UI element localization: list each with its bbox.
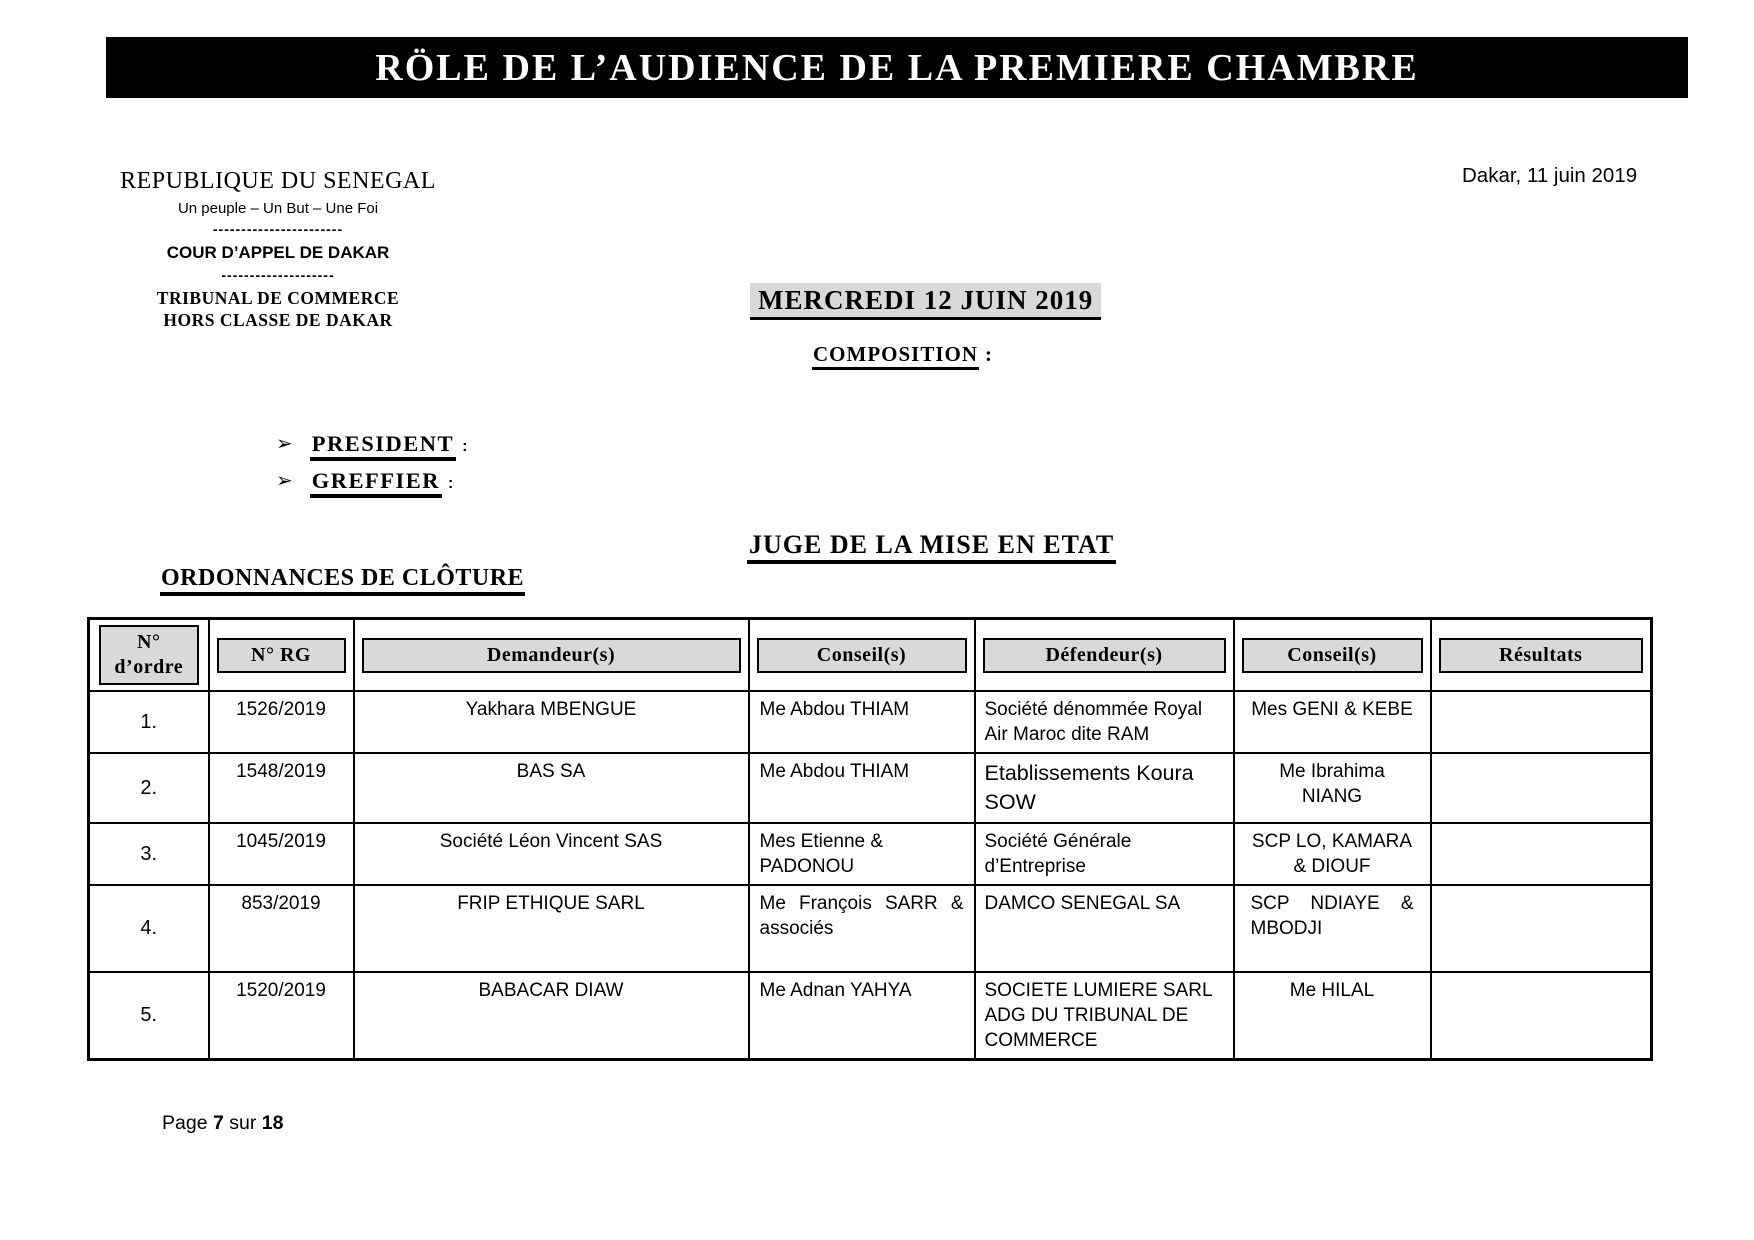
header-label-resultats: Résultats [1439,638,1644,673]
table-row [89,885,1652,972]
role-president-label: PRESIDENT [310,431,456,461]
letterhead-divider: -------------------- [221,267,335,283]
conseil-demandeur-cell: Mes Etienne & PADONOU [749,823,975,885]
demandeur-cell: BAS SA [354,753,749,823]
conseil-defendeur-cell: SCP LO, KAMARA & DIOUF [1234,823,1431,885]
composition-roles [276,431,467,505]
resultat-cell [1431,885,1652,972]
title-banner [106,37,1688,98]
conseil-defendeur-cell: Me Ibrahima NIANG [1234,753,1431,823]
conseil-demandeur-cell: Me Abdou THIAM [749,691,975,753]
arrowhead-bullet-icon: ➢ [276,433,293,455]
header-label-conseil-demandeur: Conseil(s) [757,638,967,673]
table-row [89,753,1652,823]
conseil-demandeur-cell: Me Abdou THIAM [749,753,975,823]
section-heading-text: ORDONNANCES DE CLÔTURE [160,565,525,596]
rg-cell: 1045/2019 [209,823,354,885]
demandeur-cell: Société Léon Vincent SAS [354,823,749,885]
letterhead-court: COUR D’APPEL DE DAKAR [166,243,390,262]
defendeur-cell: Société Générale d’Entreprise [975,823,1234,885]
page-title: RÖLE DE L’AUDIENCE DE LA PREMIERE CHAMBRE [375,46,1419,89]
table-row [89,823,1652,885]
composition-label: COMPOSITION [812,342,979,370]
session-date-heading [750,283,1101,320]
defendeur-cell: Société dénommée Royal Air Maroc dite RAM [975,691,1234,753]
order-cell: 5. [89,972,209,1060]
letterhead-country: REPUBLIQUE DU SENEGAL [120,168,436,194]
table-row [89,972,1652,1060]
order-cell: 3. [89,823,209,885]
session-date-text: MERCREDI 12 JUIN 2019 [750,283,1101,320]
defendeur-cell: Etablissements Koura SOW [975,753,1234,823]
header-cell-order [89,619,209,692]
header-cell-defendeur [975,619,1234,692]
resultat-cell [1431,972,1652,1060]
header-label-rg: N° RG [217,638,346,673]
header-label-defendeur: Défendeur(s) [983,638,1226,673]
letterhead-tribunal-line2: HORS CLASSE DE DAKAR [163,310,393,330]
conseil-demandeur-cell: Me François SARR & associés [749,885,975,972]
composition-colon: : [985,342,993,366]
conseil-defendeur-cell: Mes GENI & KEBE [1234,691,1431,753]
letterhead-divider: ----------------------- [212,221,344,237]
header-cell-conseil-defendeur [1234,619,1431,692]
defendeur-cell: DAMCO SENEGAL SA [975,885,1234,972]
footer-page-total: 18 [261,1112,284,1134]
demandeur-cell: FRIP ETHIQUE SARL [354,885,749,972]
demandeur-cell: Yakhara MBENGUE [354,691,749,753]
letterhead-tribunal-line1: TRIBUNAL DE COMMERCE [156,288,400,308]
resultat-cell [1431,823,1652,885]
role-president-colon: : [462,438,468,455]
rg-cell: 853/2019 [209,885,354,972]
dateline: Dakar, 11 juin 2019 [1462,164,1638,187]
resultat-cell [1431,753,1652,823]
rg-cell: 1548/2019 [209,753,354,823]
table-header-row [89,619,1652,692]
header-label-order: N° d’ordre [99,625,199,685]
judge-heading [747,530,1116,560]
role-greffier [276,468,467,505]
resultat-cell [1431,691,1652,753]
order-cell: 4. [89,885,209,972]
composition-heading [812,342,992,367]
audience-roster-table [87,617,1653,1061]
arrowhead-bullet-icon: ➢ [276,470,293,492]
header-cell-conseil-demandeur [749,619,975,692]
defendeur-cell: SOCIETE LUMIERE SARL ADG DU TRIBUNAL DE COMMERCE [975,972,1234,1060]
role-greffier-colon: : [448,475,454,492]
footer-page-prefix: Page [162,1112,208,1134]
judge-heading-text: JUGE DE LA MISE EN ETAT [747,530,1116,564]
header-label-demandeur: Demandeur(s) [362,638,741,673]
demandeur-cell: BABACAR DIAW [354,972,749,1060]
conseil-defendeur-cell: Me HILAL [1234,972,1431,1060]
header-cell-rg [209,619,354,692]
footer-page-number: 7 [212,1112,224,1134]
order-cell: 2. [89,753,209,823]
header-cell-demandeur [354,619,749,692]
rg-cell: 1526/2019 [209,691,354,753]
role-president [276,431,467,468]
letterhead [108,168,448,330]
conseil-demandeur-cell: Me Adnan YAHYA [749,972,975,1060]
header-cell-resultats [1431,619,1652,692]
footer-separator: sur [229,1112,257,1134]
conseil-defendeur-cell: SCP NDIAYE & MBODJI [1234,885,1431,972]
order-cell: 1. [89,691,209,753]
table-row [89,691,1652,753]
header-label-conseil-defendeur: Conseil(s) [1242,638,1423,673]
role-greffier-label: GREFFIER [310,468,442,498]
section-heading [160,565,525,592]
rg-cell: 1520/2019 [209,972,354,1060]
letterhead-motto: Un peuple – Un But – Une Foi [177,200,379,217]
page-footer [162,1112,283,1135]
